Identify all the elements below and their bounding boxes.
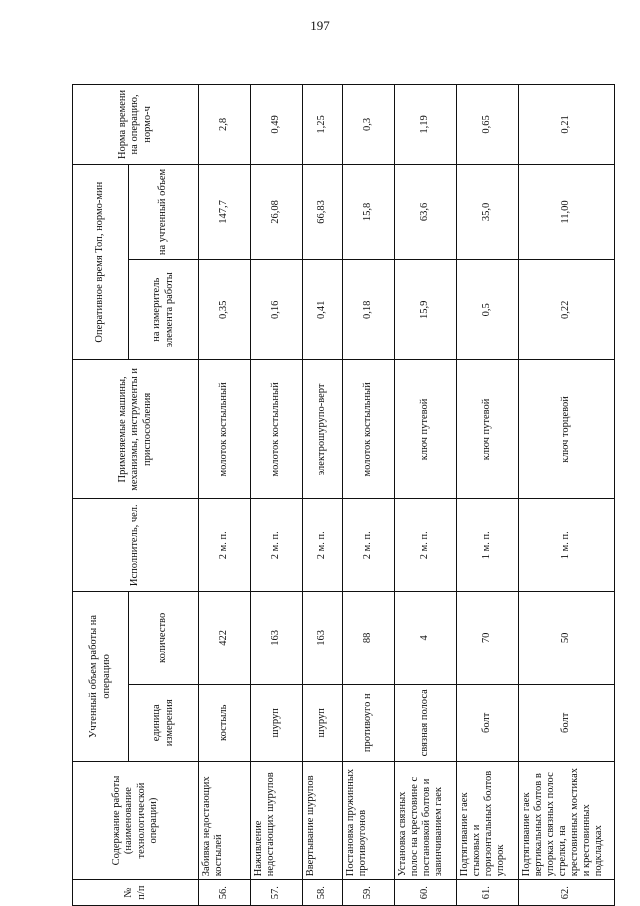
table-row <box>519 85 615 906</box>
cell-unit: костыль <box>199 684 251 761</box>
cell-content: Подтягивание гаек вертикальных болтов в упорках связных полос стрелки, на крестовинных мостиках и крестовинных подкладках <box>519 761 615 879</box>
cell-quantity: 50 <box>519 592 615 685</box>
cell-quantity: 4 <box>395 592 457 685</box>
table-row <box>303 85 343 906</box>
page-number: 197 <box>310 18 330 33</box>
cell-quantity: 88 <box>343 592 395 685</box>
header-content: Содержание работы (наименование технологической операции) <box>73 761 199 879</box>
cell-content: Постановка пружинных противоугонов <box>343 761 395 879</box>
cell-unit: болт <box>519 684 615 761</box>
cell-norm: 0,49 <box>251 85 303 165</box>
cell-norm: 0,3 <box>343 85 395 165</box>
cell-machine: ключ путевой <box>457 360 519 499</box>
cell-content: Ввертывание шурупов <box>303 761 343 879</box>
cell-quantity: 163 <box>251 592 303 685</box>
cell-per-element: 15,9 <box>395 260 457 360</box>
cell-per-volume: 15,8 <box>343 164 395 259</box>
cell-num: 62. <box>519 880 615 906</box>
cell-performer: 2 м. п. <box>251 499 303 592</box>
header-per-element: на измеритель элемента работы <box>129 260 199 360</box>
cell-per-volume: 66,83 <box>303 164 343 259</box>
rotated-table-container <box>72 84 605 906</box>
cell-unit: шуруп <box>303 684 343 761</box>
cell-norm: 0,65 <box>457 85 519 165</box>
cell-machine: молоток костыльный <box>199 360 251 499</box>
cell-per-element: 0,35 <box>199 260 251 360</box>
cell-machine: молоток костыльный <box>251 360 303 499</box>
cell-num: 56. <box>199 880 251 906</box>
cell-performer: 2 м. п. <box>395 499 457 592</box>
cell-per-volume: 147,7 <box>199 164 251 259</box>
cell-num: 57. <box>251 880 303 906</box>
cell-machine: ключ торцевой <box>519 360 615 499</box>
cell-per-element: 0,16 <box>251 260 303 360</box>
header-unit: единица измерения <box>129 684 199 761</box>
cell-per-volume: 26,08 <box>251 164 303 259</box>
cell-unit: шуруп <box>251 684 303 761</box>
header-num: № п/п <box>73 880 199 906</box>
cell-per-element: 0,18 <box>343 260 395 360</box>
cell-performer: 1 м. п. <box>457 499 519 592</box>
cell-per-element: 0,5 <box>457 260 519 360</box>
cell-content: Подтягивание гаек стыковых и горизонтальных болтов упорок <box>457 761 519 879</box>
header-performer: Исполнитель, чел. <box>73 499 199 592</box>
cell-per-volume: 35,0 <box>457 164 519 259</box>
cell-content: Установка связных полос на крестовине с постановкой болтов и завинчиванием гаек <box>395 761 457 879</box>
header-norm: Норма времени на операцию, нормо-ч <box>73 85 199 165</box>
cell-content: Забивка недостающих костылей <box>199 761 251 879</box>
table-row <box>199 85 251 906</box>
cell-norm: 1,25 <box>303 85 343 165</box>
cell-performer: 2 м. п. <box>199 499 251 592</box>
cell-quantity: 70 <box>457 592 519 685</box>
header-machines: Применяемые машины, механизмы, инструменты и приспособления <box>73 360 199 499</box>
cell-unit: связная полоса <box>395 684 457 761</box>
cell-quantity: 163 <box>303 592 343 685</box>
cell-per-volume: 63,6 <box>395 164 457 259</box>
cell-machine: электрошурупо-верт <box>303 360 343 499</box>
cell-unit: противоуго н <box>343 684 395 761</box>
table-row <box>457 85 519 906</box>
cell-per-element: 0,41 <box>303 260 343 360</box>
cell-machine: ключ путевой <box>395 360 457 499</box>
table-row <box>343 85 395 906</box>
table-row <box>251 85 303 906</box>
cell-content: Наживление недостающих шурупов <box>251 761 303 879</box>
header-per-volume: на учтенный объем <box>129 164 199 259</box>
cell-unit: болт <box>457 684 519 761</box>
cell-performer: 2 м. п. <box>303 499 343 592</box>
cell-num: 60. <box>395 880 457 906</box>
header-quantity: количество <box>129 592 199 685</box>
cell-per-volume: 11,00 <box>519 164 615 259</box>
cell-quantity: 422 <box>199 592 251 685</box>
table-row <box>395 85 457 906</box>
cell-norm: 0,21 <box>519 85 615 165</box>
cell-machine: молоток костыльный <box>343 360 395 499</box>
cell-num: 58. <box>303 880 343 906</box>
cell-num: 59. <box>343 880 395 906</box>
cell-norm: 2,8 <box>199 85 251 165</box>
header-volume: Учтенный объем работы на операцию <box>73 592 129 762</box>
cell-norm: 1,19 <box>395 85 457 165</box>
cell-per-element: 0,22 <box>519 260 615 360</box>
cell-num: 61. <box>457 880 519 906</box>
cell-performer: 1 м. п. <box>519 499 615 592</box>
cell-performer: 2 м. п. <box>343 499 395 592</box>
norms-table <box>72 84 615 906</box>
header-op-time: Оперативное время Топ, нормо-мин <box>73 164 129 360</box>
